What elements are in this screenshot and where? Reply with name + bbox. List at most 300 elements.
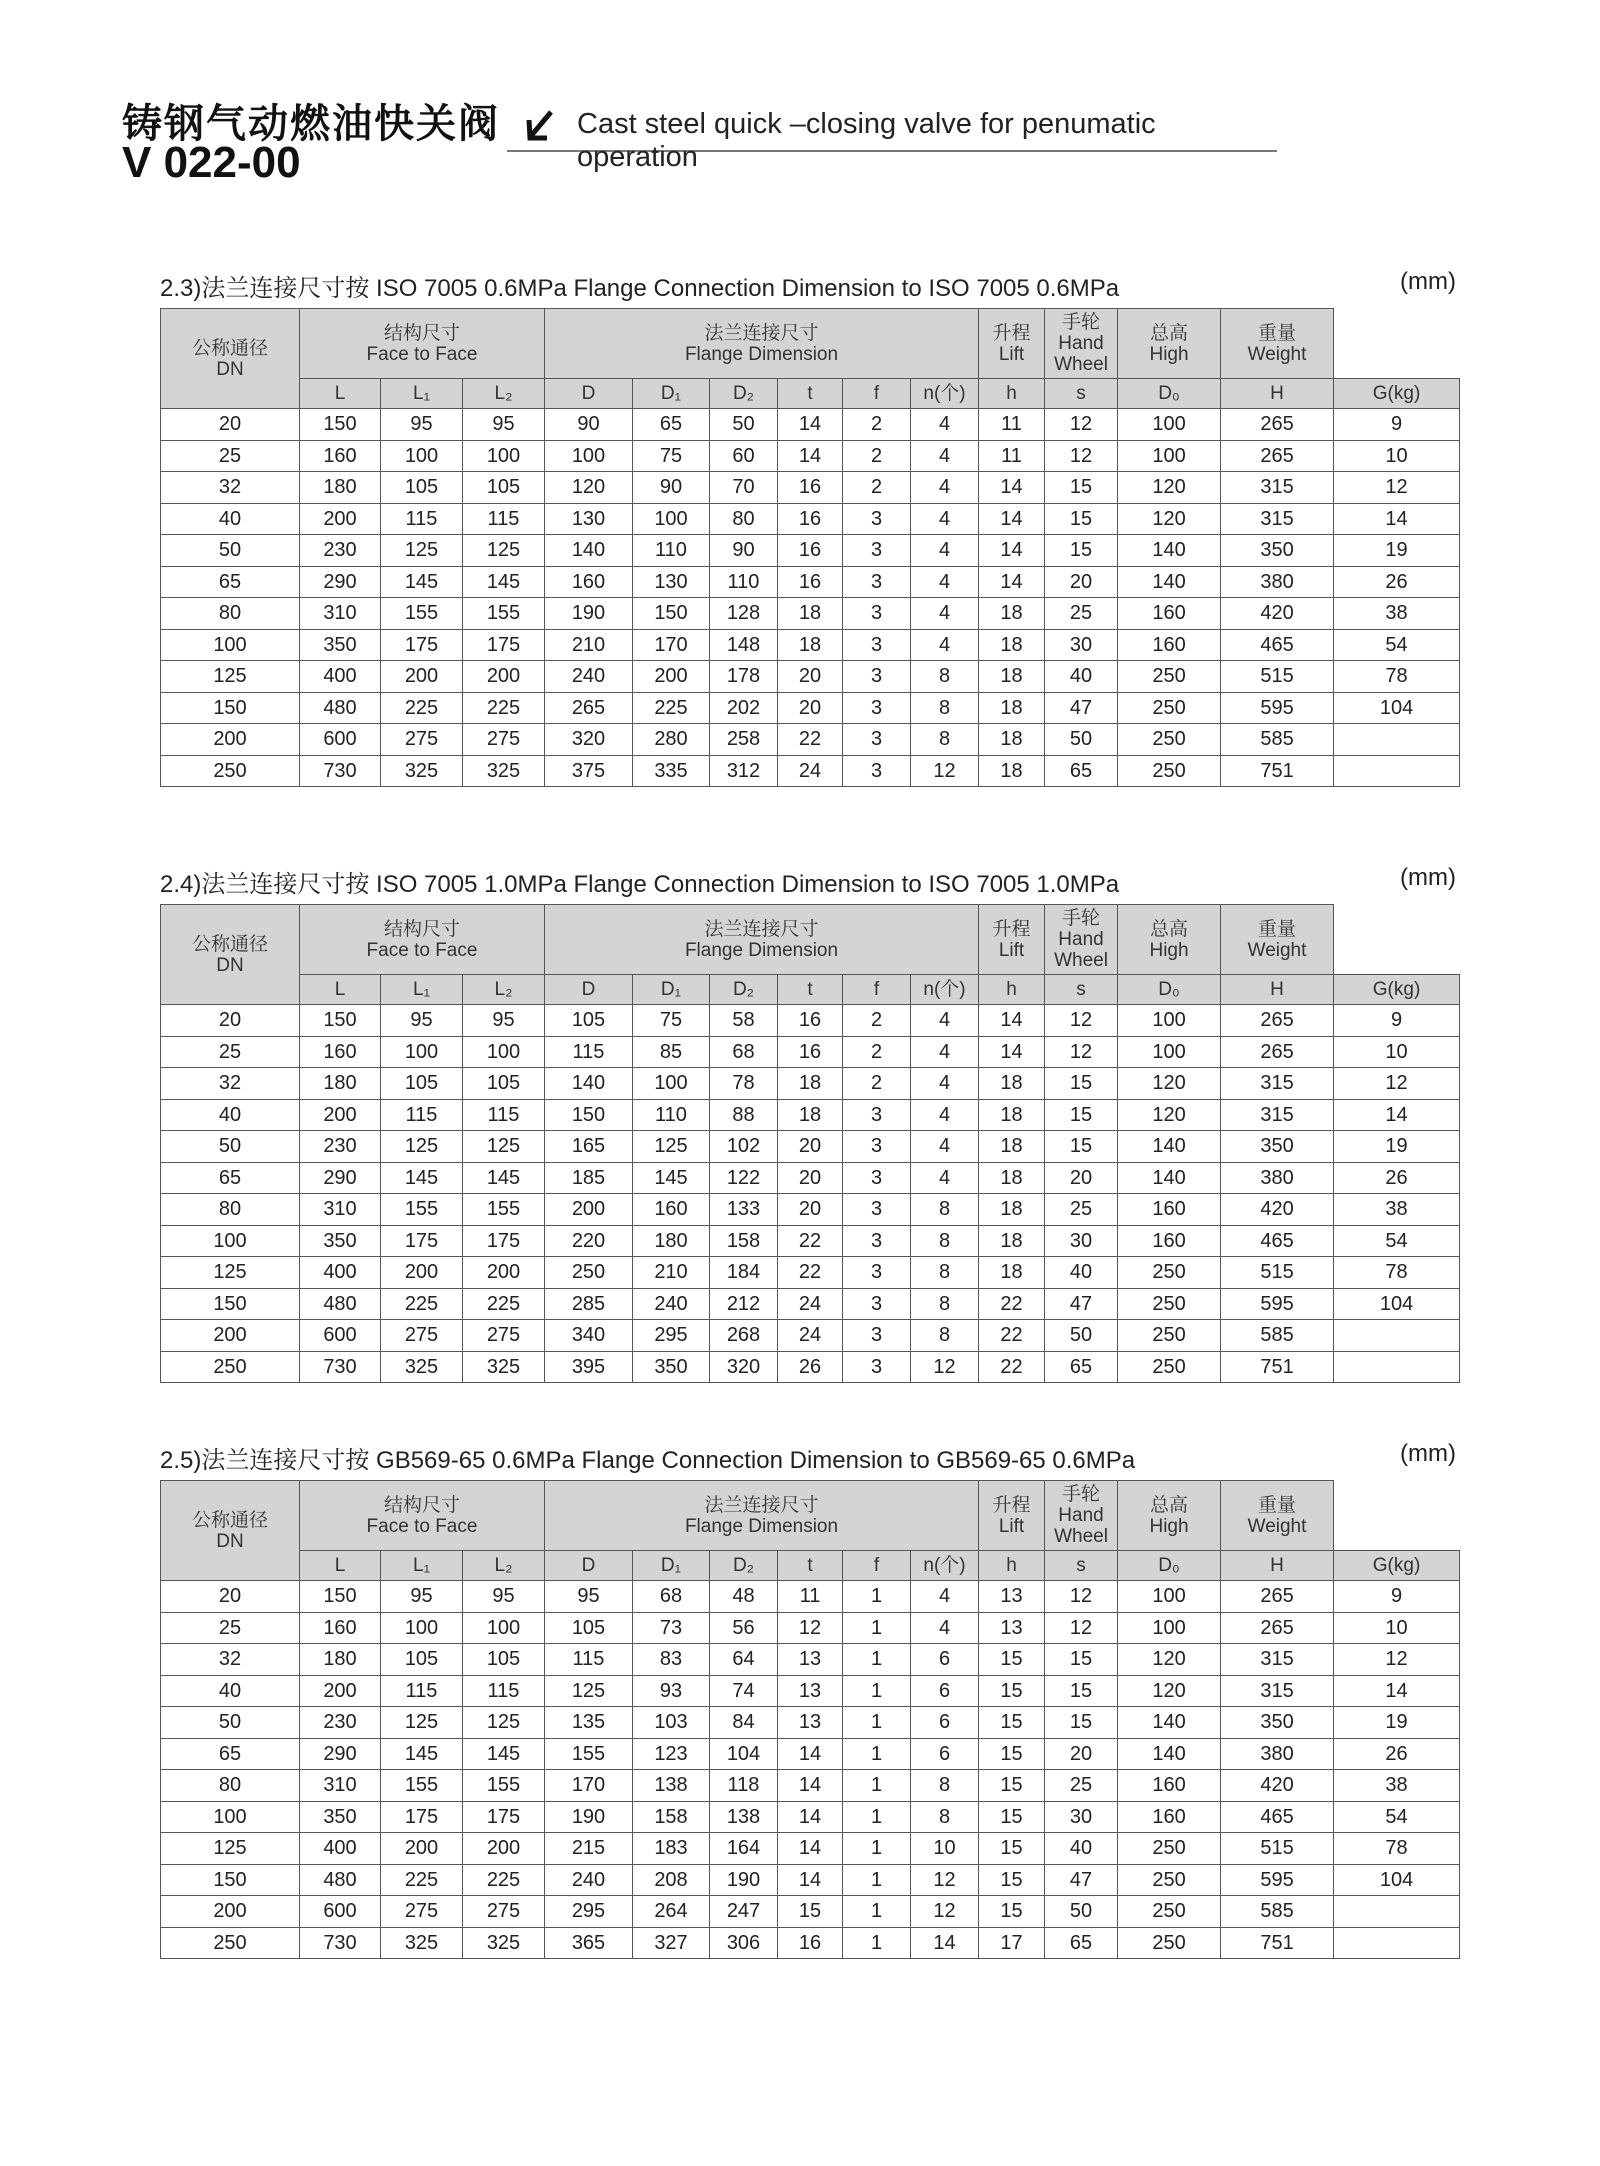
table-cell: 18 [778,1099,843,1131]
table-cell: 4 [911,1068,979,1100]
table-cell: 95 [381,409,463,441]
table-cell: 125 [463,1131,545,1163]
table-cell: 315 [1221,1675,1334,1707]
table-cell: 115 [545,1644,633,1676]
table-cell: 110 [633,535,710,567]
table-cell: 265 [545,692,633,724]
header-dn [161,309,300,409]
subheader-cell: h [979,975,1045,1005]
table-cell: 465 [1221,1225,1334,1257]
table-cell: 32 [161,1068,300,1100]
table-cell: 595 [1221,692,1334,724]
table-cell: 145 [381,566,463,598]
table-cell: 595 [1221,1864,1334,1896]
table-cell: 90 [545,409,633,441]
table-cell: 15 [979,1707,1045,1739]
table-cell: 200 [463,1833,545,1865]
table-cell: 160 [300,1612,381,1644]
table-cell: 38 [1334,1194,1460,1226]
table-cell: 105 [381,472,463,504]
table-cell: 230 [300,1707,381,1739]
subheader-cell: s [1045,1551,1118,1581]
table-cell: 100 [1118,1005,1221,1037]
table-cell: 104 [1334,692,1460,724]
table-cell: 4 [911,535,979,567]
table-cell: 320 [710,1351,778,1383]
table-cell: 65 [1045,1927,1118,1959]
table-cell: 19 [1334,535,1460,567]
table-cell: 15 [1045,1099,1118,1131]
table-cell: 250 [161,1927,300,1959]
subheader-cell: D₂ [710,379,778,409]
table-cell: 125 [161,1833,300,1865]
table-cell: 325 [463,1351,545,1383]
table-cell: 275 [381,1896,463,1928]
table-cell: 115 [463,1675,545,1707]
table-cell: 145 [633,1162,710,1194]
header-face-to-face-label: Face to Face [366,1515,478,1537]
table-cell: 78 [1334,661,1460,693]
table-cell: 11 [979,409,1045,441]
table-cell: 12 [778,1612,843,1644]
table-cell: 585 [1221,724,1334,756]
subheader-cell: t [778,379,843,409]
table-cell: 100 [545,440,633,472]
table-row [161,1612,1460,1644]
table-cell: 265 [1221,1005,1334,1037]
header-lift-label: Lift [998,939,1025,961]
table-cell: 90 [633,472,710,504]
table-cell: 6 [911,1707,979,1739]
table-cell: 120 [1118,1675,1221,1707]
table-cell: 1 [843,1644,911,1676]
header-high [1118,1481,1221,1551]
table-cell: 315 [1221,503,1334,535]
table-cell: 100 [161,1225,300,1257]
table-cell: 100 [161,629,300,661]
table-cell: 56 [710,1612,778,1644]
table-cell: 80 [710,503,778,535]
table-cell: 25 [161,440,300,472]
table-row [161,1581,1460,1613]
table-cell: 285 [545,1288,633,1320]
table-cell: 16 [778,1005,843,1037]
table-cell: 350 [300,1801,381,1833]
table-cell: 250 [1118,1288,1221,1320]
table-cell: 8 [911,661,979,693]
subheader-cell: h [979,379,1045,409]
table-cell: 325 [463,1927,545,1959]
table-cell: 18 [979,724,1045,756]
table-cell: 100 [1118,1612,1221,1644]
table-cell: 54 [1334,1225,1460,1257]
table-cell: 30 [1045,1801,1118,1833]
table-cell: 250 [161,1351,300,1383]
table-cell: 100 [1118,409,1221,441]
table-cell: 15 [979,1833,1045,1865]
table-cell: 64 [710,1644,778,1676]
table-cell: 60 [710,440,778,472]
table-cell: 1 [843,1864,911,1896]
table-cell: 16 [778,503,843,535]
subheader-cell: G(kg) [1334,1551,1460,1581]
table-cell: 325 [463,755,545,787]
table-cell: 420 [1221,1194,1334,1226]
title-english-wrap [507,102,1277,173]
table-cell: 100 [1118,440,1221,472]
table-cell: 118 [710,1770,778,1802]
table-cell: 150 [300,1005,381,1037]
header-hand-wheel [1045,1481,1118,1551]
table-row [161,1927,1460,1959]
header-high-label: 总高 [1150,322,1189,344]
table-cell: 6 [911,1675,979,1707]
table-cell: 9 [1334,1005,1460,1037]
table-cell: 24 [778,755,843,787]
header-hand-wheel-label: 手轮 [1062,312,1101,333]
table-cell: 54 [1334,1801,1460,1833]
table-cell: 250 [1118,755,1221,787]
subheader-cell: D [545,379,633,409]
table-cell: 14 [1334,1099,1460,1131]
table-cell: 120 [1118,472,1221,504]
table-cell: 275 [381,724,463,756]
table-cell: 15 [979,1770,1045,1802]
table-cell: 160 [1118,598,1221,630]
header-high-label: 总高 [1150,1494,1189,1516]
header-lift-label: 升程 [992,1494,1031,1516]
table-caption [160,1434,1456,1480]
table-cell: 220 [545,1225,633,1257]
table-cell: 3 [843,755,911,787]
table-cell: 12 [1334,1068,1460,1100]
table-cell: 2 [843,440,911,472]
table-cell: 24 [778,1288,843,1320]
table-cell: 4 [911,1162,979,1194]
table-row [161,724,1460,756]
table-cell: 15 [1045,472,1118,504]
table-cell: 14 [979,1036,1045,1068]
table-cell: 125 [545,1675,633,1707]
table-cell: 247 [710,1896,778,1928]
table-cell: 12 [1045,1036,1118,1068]
table-cell: 14 [1334,503,1460,535]
table-cell: 165 [545,1131,633,1163]
table-cell: 1 [843,1896,911,1928]
table-cell: 2 [843,1068,911,1100]
table-cell: 138 [710,1801,778,1833]
table-cell: 40 [1045,1833,1118,1865]
table-cell: 8 [911,1288,979,1320]
header-flange-dimension [545,905,979,975]
table-cell: 350 [300,629,381,661]
table-cell: 2 [843,1036,911,1068]
table-cell: 58 [710,1005,778,1037]
table-cell: 10 [1334,440,1460,472]
table-row [161,535,1460,567]
table-cell: 310 [300,1770,381,1802]
table-cell: 115 [463,1099,545,1131]
table-cell: 225 [633,692,710,724]
table-cell: 295 [545,1896,633,1928]
table-cell: 20 [1045,566,1118,598]
subheader-cell: L₁ [381,975,463,1005]
table-cell: 225 [381,692,463,724]
table-cell: 20 [1045,1162,1118,1194]
table-cell: 3 [843,1099,911,1131]
header-lift-label: 升程 [992,918,1031,940]
table-cell: 200 [381,1257,463,1289]
table-cell: 325 [381,1351,463,1383]
header-flange-dimension-label: 法兰连接尺寸 [704,918,819,940]
header-flange-dimension-label: 法兰连接尺寸 [704,322,819,344]
table-cell: 100 [1118,1581,1221,1613]
table-cell: 306 [710,1927,778,1959]
table-cell: 15 [1045,1644,1118,1676]
subheader-cell: s [1045,975,1118,1005]
table-cell: 8 [911,724,979,756]
subheader-cell: t [778,975,843,1005]
table-cell: 16 [778,1036,843,1068]
table-cell: 150 [161,692,300,724]
table-row [161,1320,1460,1352]
table-cell: 14 [979,1005,1045,1037]
table-cell: 105 [381,1644,463,1676]
table-cell: 22 [979,1351,1045,1383]
subheader-cell: G(kg) [1334,975,1460,1005]
header-high-label: High [1149,1515,1189,1537]
dimension-table [160,1480,1460,1959]
table-cell: 2 [843,472,911,504]
table-cell: 6 [911,1644,979,1676]
header-lift-label: Lift [998,1515,1025,1537]
table-cell: 16 [778,535,843,567]
table-cell: 310 [300,1194,381,1226]
table-cell: 14 [1334,1675,1460,1707]
table-cell: 225 [381,1864,463,1896]
subheader-cell: L₂ [463,379,545,409]
table-cell: 70 [710,472,778,504]
header-hand-wheel-label: Wheel [1054,1526,1108,1547]
table-caption [160,262,1456,308]
table-cell: 3 [843,724,911,756]
table-cell: 185 [545,1162,633,1194]
table-row [161,1738,1460,1770]
table-cell: 400 [300,661,381,693]
table-cell: 2 [843,409,911,441]
table-cell: 751 [1221,1351,1334,1383]
table-row [161,472,1460,504]
table-cell: 315 [1221,1644,1334,1676]
table-cell: 160 [300,440,381,472]
table-cell: 8 [911,1320,979,1352]
subheader-cell: f [843,379,911,409]
table-cell: 100 [463,1612,545,1644]
table-cell: 164 [710,1833,778,1865]
table-cell: 2 [843,1005,911,1037]
table-row [161,409,1460,441]
table-cell: 1 [843,1612,911,1644]
subheader-cell: H [1221,975,1334,1005]
header-high [1118,309,1221,379]
table-cell: 122 [710,1162,778,1194]
header-weight-label: Weight [1247,343,1307,365]
table-row [161,1770,1460,1802]
table-cell: 120 [1118,1068,1221,1100]
table-cell: 15 [979,1675,1045,1707]
table-cell: 350 [300,1225,381,1257]
table-cell: 75 [633,440,710,472]
table-cell: 26 [1334,1738,1460,1770]
header-weight-label: Weight [1247,1515,1307,1537]
table-cell: 104 [1334,1288,1460,1320]
table-cell: 350 [1221,1131,1334,1163]
table-cell: 100 [633,1068,710,1100]
header-dn-label: 公称通径 [191,933,268,955]
table-cell: 100 [463,440,545,472]
table-cell: 14 [778,1864,843,1896]
subheader-cell: D₁ [633,1551,710,1581]
header-flange-dimension [545,309,979,379]
table-cell: 230 [300,535,381,567]
table-cell: 310 [300,598,381,630]
table-cell: 125 [381,1707,463,1739]
table-cell: 65 [161,1162,300,1194]
table-cell: 4 [911,1005,979,1037]
table-cell: 47 [1045,1288,1118,1320]
unit-label: (mm) [1400,268,1456,295]
table-cell: 100 [1118,1036,1221,1068]
table-cell: 600 [300,1320,381,1352]
table-cell: 290 [300,566,381,598]
table-cell: 202 [710,692,778,724]
table-cell: 160 [1118,1770,1221,1802]
table-cell: 125 [161,1257,300,1289]
table-cell: 200 [545,1194,633,1226]
table-cell: 17 [979,1927,1045,1959]
table-cell: 105 [545,1005,633,1037]
table-cell: 290 [300,1738,381,1770]
table-cell: 175 [381,1801,463,1833]
table-cell: 240 [545,661,633,693]
table-cell [1334,1320,1460,1352]
table-cell: 730 [300,1351,381,1383]
table-cell: 40 [161,503,300,535]
table-cell: 18 [979,1099,1045,1131]
table-cell: 208 [633,1864,710,1896]
table-cell: 25 [1045,598,1118,630]
table-row [161,503,1460,535]
table-cell: 9 [1334,1581,1460,1613]
table-cell: 250 [1118,1864,1221,1896]
table-row [161,440,1460,472]
table-cell: 105 [463,1068,545,1100]
table-cell: 145 [463,566,545,598]
table-cell: 160 [633,1194,710,1226]
table-cell: 65 [633,409,710,441]
table-cell: 250 [1118,1896,1221,1928]
table-cell: 280 [633,724,710,756]
table-cell: 200 [161,724,300,756]
table-cell: 40 [161,1675,300,1707]
table-cell: 125 [463,535,545,567]
table-cell: 15 [979,1896,1045,1928]
table-cell: 380 [1221,1162,1334,1194]
table-cell: 100 [633,503,710,535]
table-cell: 10 [1334,1036,1460,1068]
table-cell: 125 [381,535,463,567]
table-cell: 315 [1221,472,1334,504]
table-cell [1334,1896,1460,1928]
table-cell: 175 [463,629,545,661]
table-cell: 10 [1334,1612,1460,1644]
table-cell: 200 [463,1257,545,1289]
table-cell: 16 [778,472,843,504]
subheader-cell: L₁ [381,1551,463,1581]
table-cell: 125 [633,1131,710,1163]
table-cell: 12 [1334,1644,1460,1676]
table-cell: 12 [1045,1612,1118,1644]
table-cell: 25 [161,1612,300,1644]
table-cell: 18 [979,1194,1045,1226]
table-cell: 150 [161,1864,300,1896]
table-cell: 8 [911,692,979,724]
table-cell: 200 [161,1320,300,1352]
table-cell: 265 [1221,1581,1334,1613]
header-hand-wheel [1045,905,1118,975]
table-cell: 105 [545,1612,633,1644]
table-cell: 751 [1221,755,1334,787]
table-cell: 65 [1045,1351,1118,1383]
header-hand-wheel-label: Wheel [1054,950,1108,971]
table-cell: 74 [710,1675,778,1707]
table-cell: 40 [1045,1257,1118,1289]
table-cell: 258 [710,724,778,756]
table-cell [1334,724,1460,756]
table-cell: 340 [545,1320,633,1352]
table-cell: 265 [1221,1036,1334,1068]
table-cell: 325 [381,755,463,787]
header-face-to-face-label: Face to Face [366,343,478,365]
dimension-table [160,308,1460,787]
table-cell: 15 [979,1864,1045,1896]
table-cell: 145 [463,1738,545,1770]
table-cell: 290 [300,1162,381,1194]
header-dn-label: DN [216,1530,244,1552]
table-row [161,1833,1460,1865]
table-cell: 19 [1334,1131,1460,1163]
subheader-cell: D₀ [1118,1551,1221,1581]
table-cell: 22 [778,724,843,756]
table-cell: 160 [545,566,633,598]
table-cell: 1 [843,1581,911,1613]
table-row [161,1036,1460,1068]
table-cell: 50 [1045,724,1118,756]
table-cell: 18 [979,1225,1045,1257]
table-cell: 32 [161,1644,300,1676]
table-cell: 190 [710,1864,778,1896]
table-cell: 15 [1045,1131,1118,1163]
table-cell: 515 [1221,1257,1334,1289]
subheader-cell: f [843,1551,911,1581]
table-cell: 190 [545,598,633,630]
table-row [161,1644,1460,1676]
dimension-table [160,904,1460,1383]
table-cell: 275 [463,724,545,756]
table-cell: 751 [1221,1927,1334,1959]
header-lift-label: 升程 [992,322,1031,344]
table-cell: 420 [1221,598,1334,630]
